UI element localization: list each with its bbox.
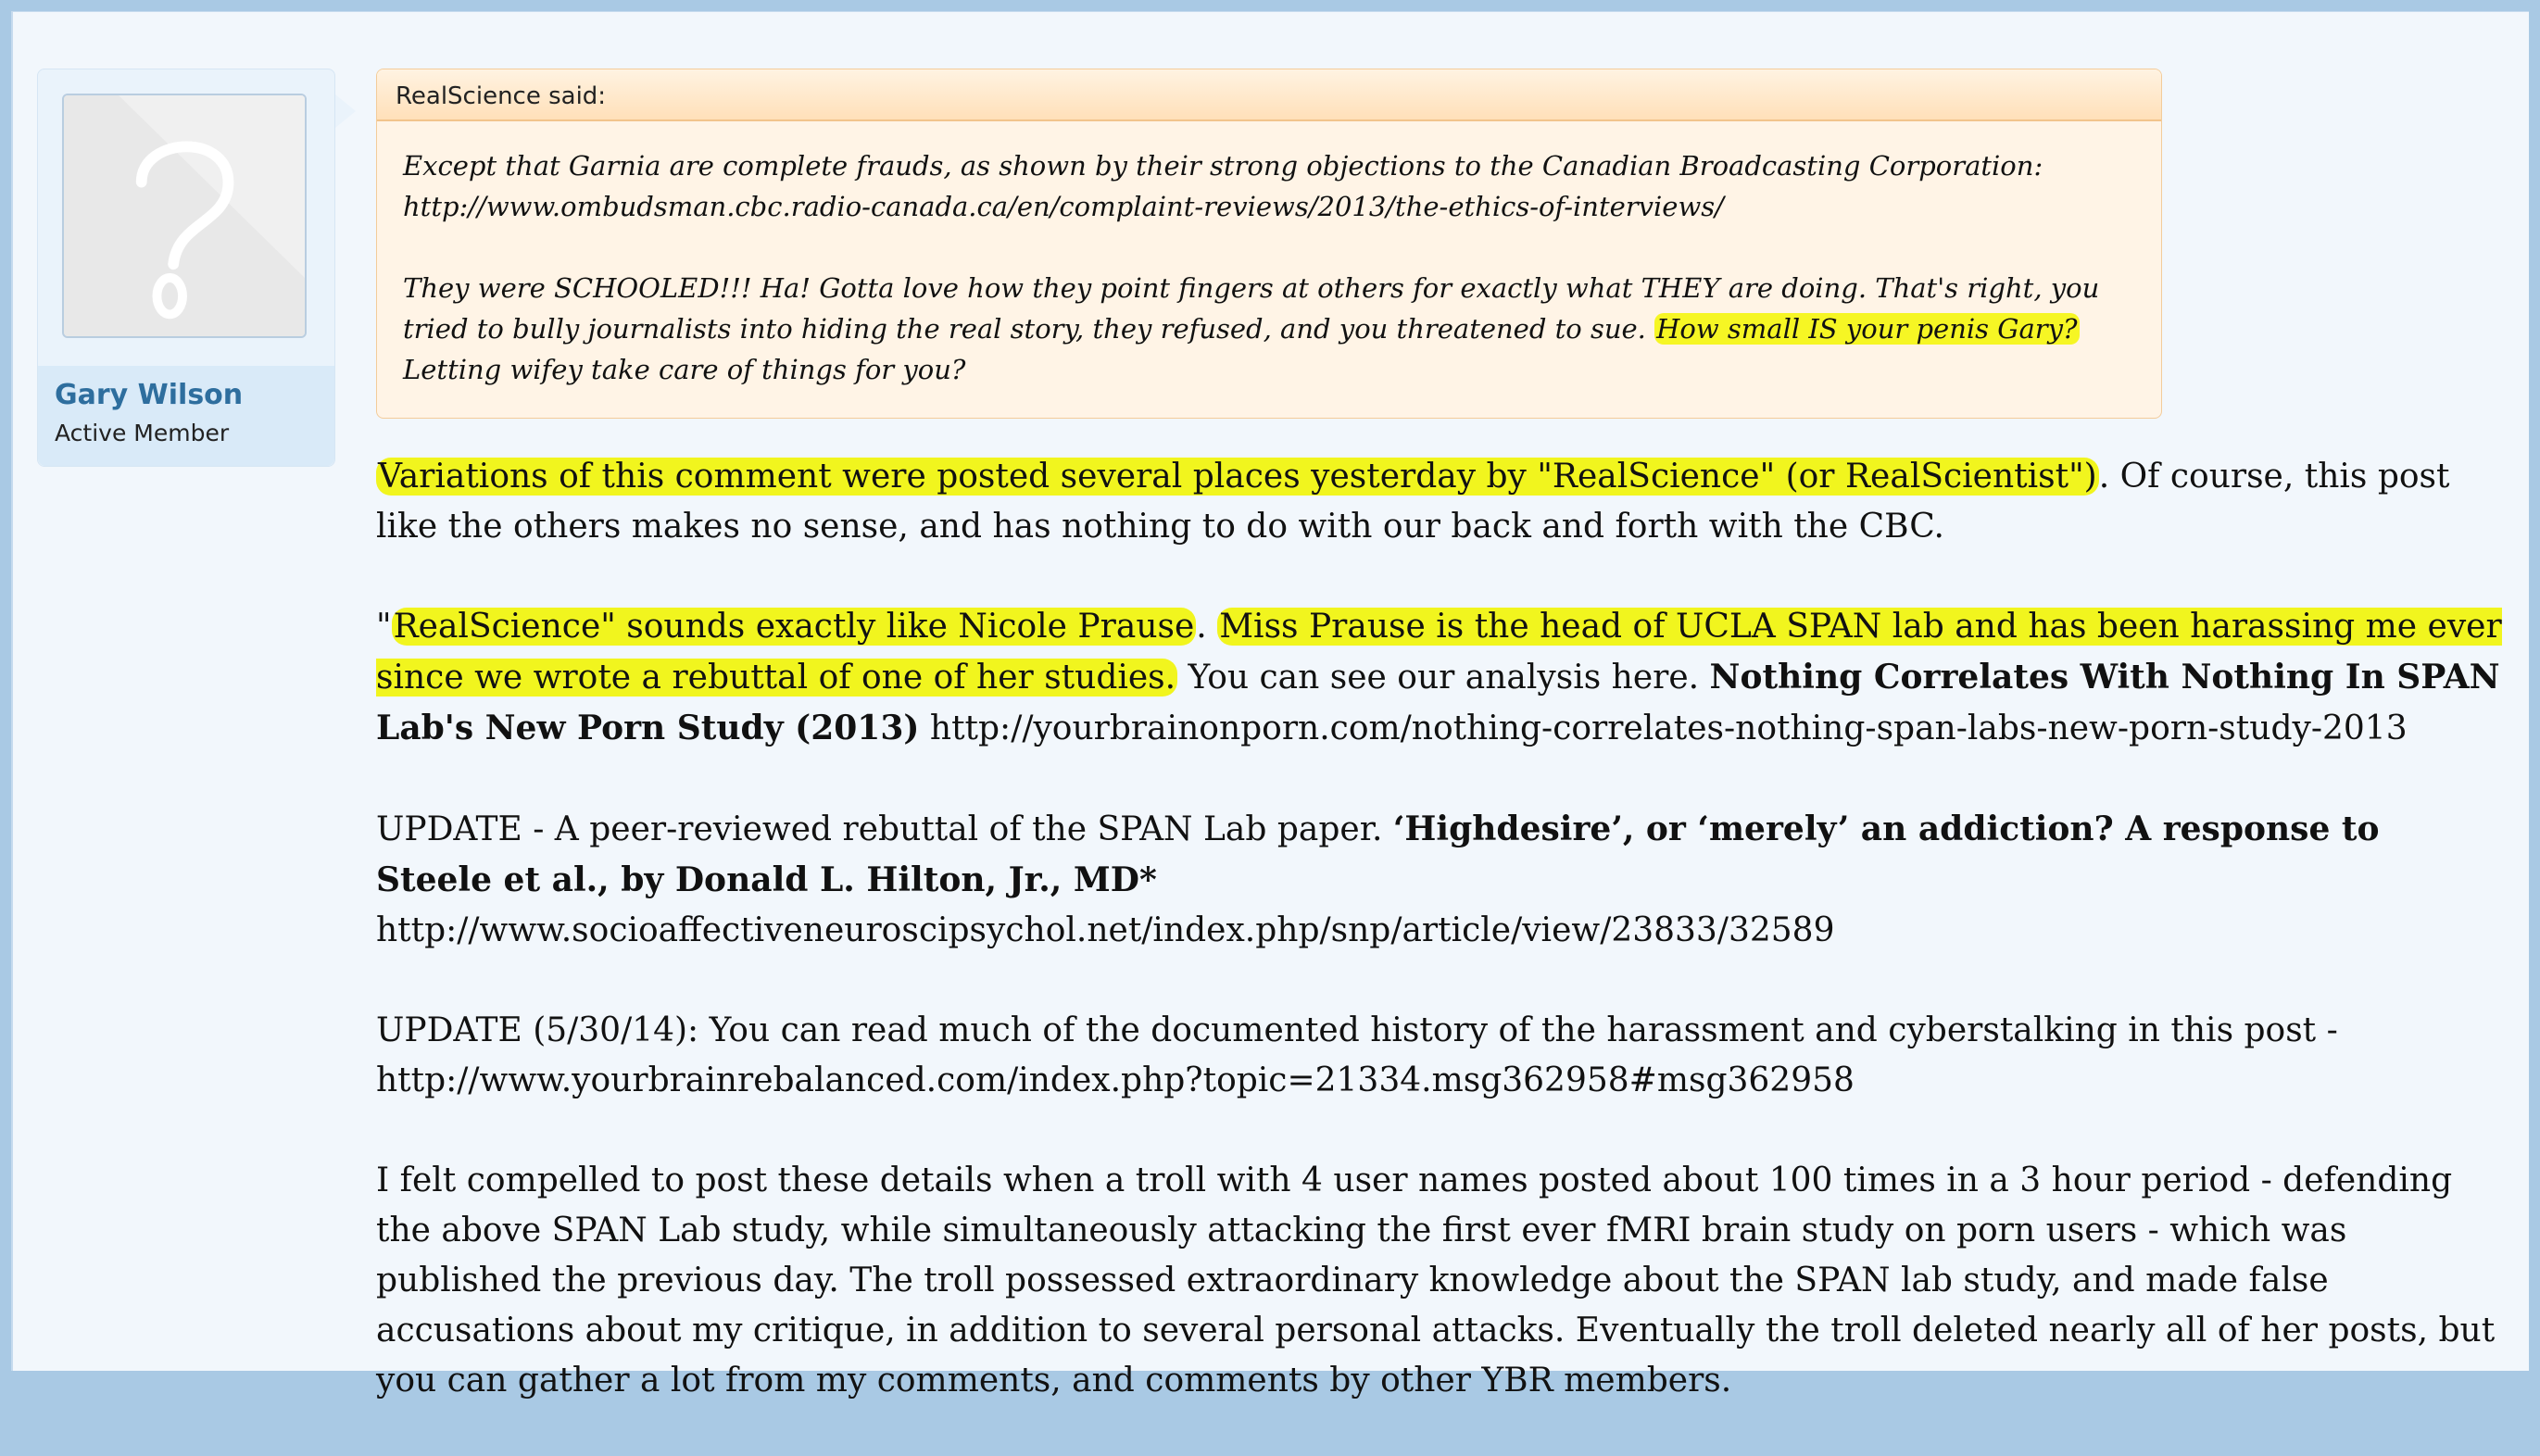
quote-author-said[interactable]: RealScience said: bbox=[396, 82, 607, 110]
message-body bbox=[376, 452, 2507, 1456]
quote-paragraph-1 bbox=[403, 145, 2139, 227]
user-title: Active Member bbox=[55, 420, 230, 446]
ybop-url: http://yourbrainonporn.com/nothing-correlates-nothing-span-labs-new-porn-study-2013 bbox=[919, 709, 2408, 747]
message-text-2: You can see our analysis here. bbox=[1177, 659, 1710, 697]
message-text-5: I felt compelled to post these details when a troll with 4 user names posted about 100 times in a 3 hour period - defending the above SPAN Lab study, while simultaneously attacking the first ever fMRI brain study on porn users - which was published the previous day. The troll possessed extraordinary knowledge about the SPAN lab study, and made false accusations about my critique, in addition to several personal attacks. Eventually the troll deleted nearly all of her posts, but you can gather a lot from my comments, and comments by other YBR members. bbox=[376, 1161, 2496, 1400]
highlight-realscience: RealScience" sounds exactly like Nicole Prause bbox=[393, 608, 1195, 646]
ybr-url: http://www.yourbrainrebalanced.com/index.php?topic=21334.msg362958#msg362958 bbox=[376, 1061, 1855, 1099]
message-paragraph-3 bbox=[376, 804, 2507, 956]
message-paragraph-1 bbox=[376, 452, 2507, 552]
quote-text-2a: They were SCHOOLED!!! Ha! Gotta love how they point fingers at others for exactly what THEY are doing. That's right, you tried to bully journalists into hiding the real story, they refused, and you threatened to sue. bbox=[403, 272, 2100, 345]
highlight-variations: Variations of this comment were posted several places yesterday by "RealScience" (or RealScientist") bbox=[378, 458, 2097, 496]
username-link[interactable]: Gary Wilson bbox=[55, 379, 244, 411]
message-text-1: . Of course, this post like the others makes no sense, and has nothing to do with our back and forth with the CBC. bbox=[376, 458, 2450, 546]
quote-cbc-url: http://www.ombudsman.cbc.radio-canada.ca/en/complaint-reviews/2013/the-ethics-of-interviews/ bbox=[403, 191, 1724, 222]
message-paragraph-2 bbox=[376, 602, 2507, 754]
question-mark-avatar-icon bbox=[64, 95, 305, 336]
highlight-prause: Miss Prause is the head of UCLA SPAN lab and has been harassing me ever since we wrote a rebuttal of one of her studies. bbox=[376, 608, 2502, 697]
quote-attribution[interactable] bbox=[377, 69, 2161, 121]
user-info-panel bbox=[37, 69, 335, 467]
quote-content bbox=[377, 121, 2161, 390]
rebuttal-title-bold: ‘Highdesire’, or ‘merely’ an addiction? A response to Steele et al., by Donald L. Hilton, Jr., MD* bbox=[376, 810, 2380, 899]
rebuttal-url: http://www.socioaffectiveneuroscipsychol.net/index.php/snp/article/view/23833/32589 bbox=[376, 911, 1835, 949]
quote-text-line-1: Except that Garnia are complete frauds, as shown by their strong objections to the Canadian Broadcasting Corporation: bbox=[403, 150, 2043, 182]
quote-paragraph-2 bbox=[403, 268, 2139, 390]
quote-block bbox=[376, 69, 2162, 419]
message-paragraph-5 bbox=[376, 1156, 2507, 1406]
message-period: . bbox=[1196, 608, 1218, 646]
quote-text-2b: Letting wifey take care of things for you? bbox=[403, 354, 966, 385]
message-quote-mark: " bbox=[376, 608, 392, 646]
avatar[interactable] bbox=[62, 94, 307, 338]
quote-highlighted-text: How small IS your penis Gary? bbox=[1656, 313, 2078, 345]
message-paragraph-4 bbox=[376, 1006, 2507, 1106]
update-date-text: UPDATE (5/30/14): You can read much of the documented history of the harassment and cyberstalking in this post - bbox=[376, 1011, 2338, 1049]
update-text: UPDATE - A peer-reviewed rebuttal of the SPAN Lab paper. bbox=[376, 810, 1393, 848]
article-title-bold: Nothing Correlates With Nothing In SPAN Lab's New Porn Study (2013) bbox=[376, 658, 2500, 747]
top-bar bbox=[0, 0, 2540, 11]
user-extra-info bbox=[38, 366, 334, 466]
message-pointer-arrow bbox=[335, 94, 356, 128]
